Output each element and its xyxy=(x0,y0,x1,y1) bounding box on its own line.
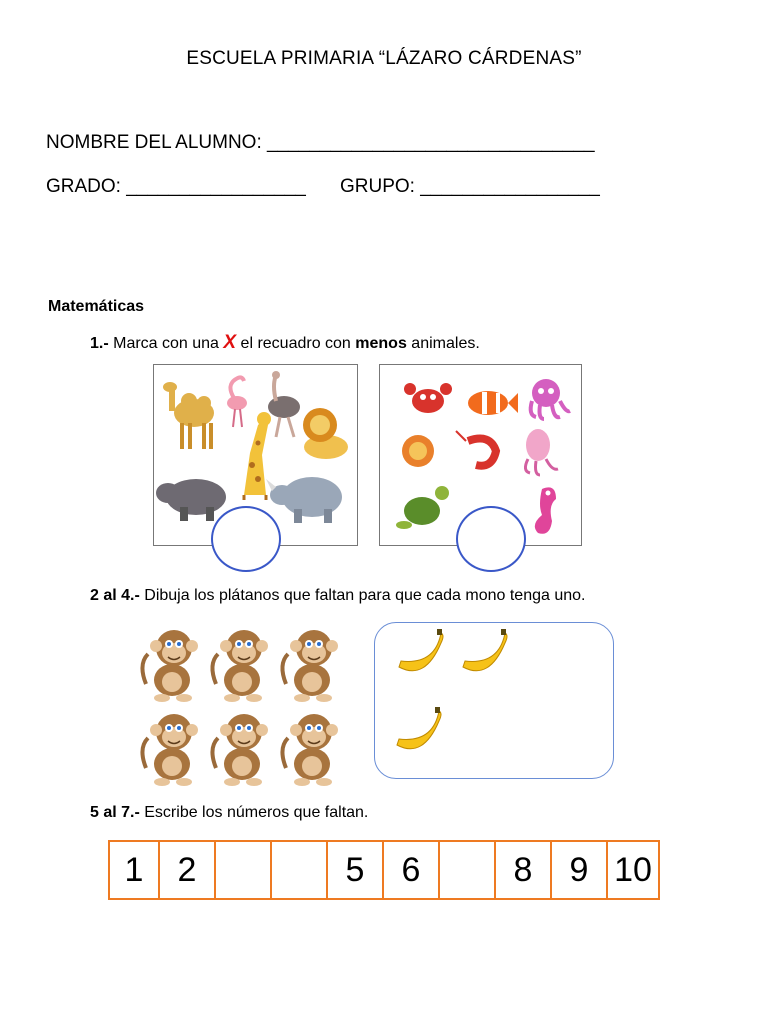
question-1-text-a: Marca con una xyxy=(108,335,224,352)
red-x-mark: X xyxy=(223,332,237,353)
number-sequence-table xyxy=(108,840,660,900)
clownfish-icon xyxy=(468,391,518,415)
question-1-bold-word: menos xyxy=(355,335,407,352)
monkey-icon xyxy=(212,714,268,786)
monkey-icon xyxy=(282,630,338,702)
sea-animals-answer-circle[interactable] xyxy=(456,506,526,572)
question-1-number: 1.- xyxy=(90,335,109,352)
question-3-text: Escribe los números que faltan. xyxy=(139,804,369,821)
question-2-text: Dibuja los plátanos que faltan para que cada mono tenga uno. xyxy=(139,587,586,604)
question-3 xyxy=(90,804,368,822)
blank-number-cell[interactable] xyxy=(216,842,272,898)
camel-icon xyxy=(163,382,214,449)
number-cell: 9 xyxy=(552,842,608,898)
ostrich-icon xyxy=(268,371,300,437)
question-2 xyxy=(90,587,585,605)
rhino-icon xyxy=(266,477,342,523)
question-1-text-c: animales. xyxy=(406,335,480,352)
monkeys-illustration xyxy=(138,624,348,786)
number-cell: 10 xyxy=(614,850,652,889)
monkeys-group xyxy=(138,624,348,786)
monkey-icon xyxy=(212,630,268,702)
grade-field[interactable]: GRADO: _________________ xyxy=(46,176,306,197)
banana-drawing-area[interactable] xyxy=(374,622,614,779)
pufferfish-icon xyxy=(402,435,434,467)
question-1-text-b: el recuadro con xyxy=(236,335,356,352)
land-animals-answer-circle[interactable] xyxy=(211,506,281,572)
monkey-icon xyxy=(282,714,338,786)
octopus-icon xyxy=(531,379,570,419)
question-2-number: 2 al 4.- xyxy=(90,587,140,604)
monkey-icon xyxy=(142,630,198,702)
section-title: Matemáticas xyxy=(48,298,145,315)
turtle-icon xyxy=(396,486,449,529)
group-field[interactable]: GRUPO: _________________ xyxy=(340,176,600,197)
number-cell: 8 xyxy=(496,842,552,898)
lion-icon xyxy=(303,408,348,459)
banana-icon xyxy=(463,629,507,671)
bananas-illustration xyxy=(375,623,613,778)
squid-icon xyxy=(525,429,558,475)
blank-number-cell[interactable] xyxy=(272,842,328,898)
shrimp-icon xyxy=(456,431,496,466)
number-cell: 5 xyxy=(328,842,384,898)
seahorse-icon xyxy=(535,487,556,533)
school-title: ESCUELA PRIMARIA “LÁZARO CÁRDENAS” xyxy=(186,48,582,69)
flamingo-icon xyxy=(227,377,247,427)
number-cell: 2 xyxy=(160,842,216,898)
question-1 xyxy=(90,332,480,354)
student-name-field[interactable]: NOMBRE DEL ALUMNO: _______________________________ xyxy=(46,132,595,153)
banana-icon xyxy=(399,629,443,671)
banana-icon xyxy=(397,707,441,749)
number-cell: 1 xyxy=(110,842,160,898)
hippo-icon xyxy=(156,479,226,521)
monkey-icon xyxy=(142,714,198,786)
question-3-number: 5 al 7.- xyxy=(90,804,140,821)
blank-number-cell[interactable] xyxy=(440,842,496,898)
giraffe-icon xyxy=(244,412,271,500)
number-cell: 6 xyxy=(384,842,440,898)
crab-icon xyxy=(404,383,452,413)
